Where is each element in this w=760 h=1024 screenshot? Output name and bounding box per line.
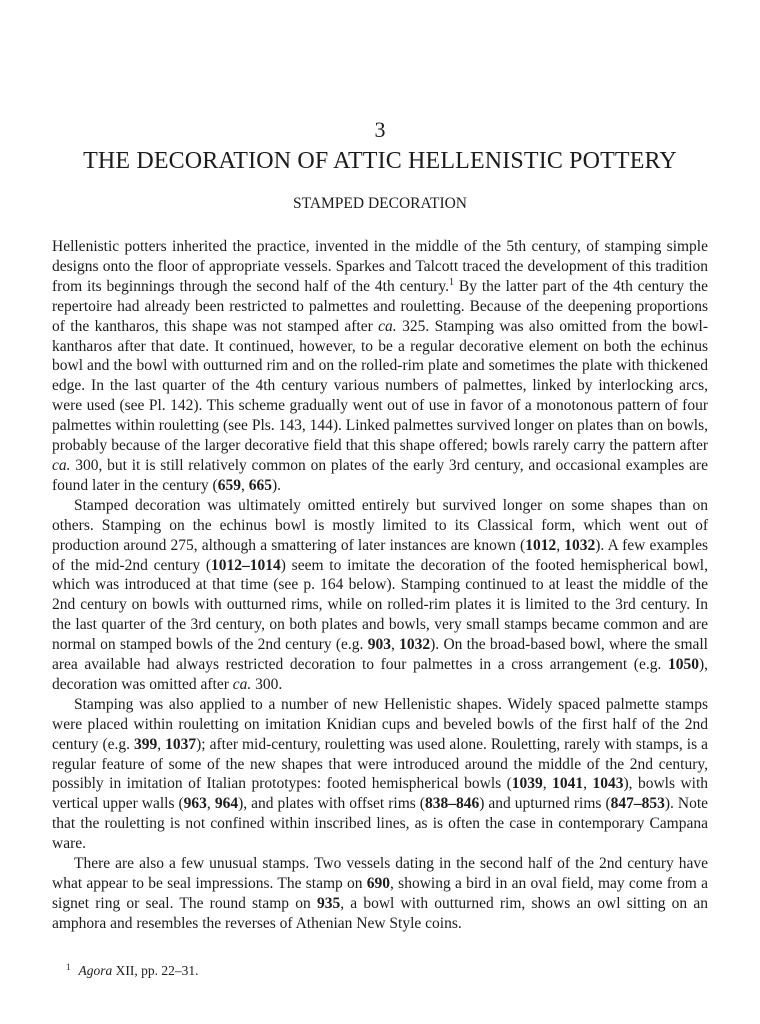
body-text [52, 237, 708, 934]
chapter-number: 3 [374, 117, 386, 142]
section-heading: STAMPED DECORATION [292, 195, 467, 212]
text-run: , [390, 636, 400, 654]
italic-text: ca. [52, 456, 71, 474]
text-run: There are also a few unusual stamps. Two vessels dating in the second half of the 2nd century have what appear to be seal impressions. The stamp on [52, 855, 708, 892]
text-run: Hellenistic potters inherited the practice, invented in the middle of the 5th century, of stamping simple designs onto the floor of appropriate vessels. Sparkes and Talcott traced the development of this tradition from its beginnings through the second half of the 4th century. [52, 238, 708, 295]
catalogue-number: 1050 [667, 656, 699, 674]
text-run: ). On the broad-based bowl, where the small area available had always restricted decoration to four palmettes in a cross arrangement (e.g. [52, 636, 708, 674]
text-run: ), bowls with vertical upper walls ( [52, 775, 709, 813]
footnote-reference: 1 [448, 276, 454, 288]
catalogue-number: 963 [183, 795, 207, 813]
catalogue-number: 1032 [399, 636, 431, 654]
footnote [66, 962, 706, 980]
text-run: 300. [251, 675, 283, 693]
text-run: , [583, 775, 593, 793]
footnote-mark: 1 [66, 961, 71, 972]
footnote-source: Agora [78, 963, 113, 978]
text-run: By the latter part of the 4th century the repertoire had already been restricted to palmettes and rouletting. Because of the deepening proportions of the kantharos, this shape was not stamped after [52, 277, 709, 335]
text-run: , showing a bird in an oval field, may come from a signet ring or seal. The round stamp on [52, 875, 708, 912]
footnote-text: XII, pp. 22–31. [112, 963, 199, 978]
paragraph [52, 237, 708, 496]
text-run: Stamping was also applied to a number of new Hellenistic shapes. Widely spaced palmette stamps were placed within rouletting on imitation Knidian cups and beveled bowls of the first half of the 2nd century (e.g. [52, 695, 708, 753]
text-run: 300, but it is still relatively common on plates of the early 3rd century, and occasional examples are found later in the century ( [52, 456, 708, 494]
catalogue-number: 903 [367, 636, 391, 654]
catalogue-number: 1032 [564, 536, 596, 554]
catalogue-number: 1041 [552, 775, 584, 793]
text-run: ). A few examples of the mid-2nd century ( [52, 536, 709, 574]
text-run: ); after mid-century, rouletting was used alone. Rouletting, rarely with stamps, is a regular feature of some of the new shapes that were introduced around the middle of the 2nd century, possibly in imitation of Italian prototypes: footed hemispherical bowls ( [52, 735, 708, 793]
catalogue-number: 964 [214, 795, 239, 813]
text-run: , [206, 795, 215, 813]
italic-text: ca. [232, 675, 252, 693]
text-run: , [542, 775, 553, 793]
text-run: ) seem to imitate the decoration of the footed hemispherical bowl, which was introduced at that time (see p. 164 below). Stamping continued to at least the middle of the 2nd century on bowls with outturned rims, while on rolled-rim plates it is limited to the 3rd century. In the last quarter of the 3rd century, on both plates and bowls, very small stamps became common and are normal on stamped bowls of the 2nd century (e.g. [52, 556, 708, 654]
catalogue-number: 838–846 [424, 795, 480, 813]
catalogue-number: 690 [366, 875, 391, 892]
paragraph [52, 854, 708, 934]
paragraph [52, 695, 708, 854]
text-run: , a bowl with outturned rim, shows an owl sitting on an amphora and resembles the reverses of Athenian New Style coins. [52, 894, 708, 932]
catalogue-number: 399 [134, 735, 158, 753]
catalogue-number: 1043 [592, 775, 624, 793]
text-run: , [556, 536, 565, 554]
catalogue-number: 935 [316, 894, 341, 912]
catalogue-number: 1012–1014 [211, 556, 281, 574]
text-run: Stamped decoration was ultimately omitted entirely but survived longer on some shapes than on others. Stamping on the echinus bowl is mostly limited to its Classical form, which went out of production around 275, although a smattering of later instances are known ( [52, 496, 708, 554]
catalogue-number: 665 [248, 476, 272, 494]
italic-text: ca. [378, 317, 397, 335]
text-run: ). Note that the rouletting is not confined within inscribed lines, as is often the case in contemporary Campana ware. [52, 795, 709, 853]
text-run: ), decoration was omitted after [52, 656, 708, 693]
text-run: , [157, 735, 166, 753]
catalogue-number: 1012 [525, 536, 557, 554]
chapter-title: THE DECORATION OF ATTIC HELLENISTIC POTTERY [83, 148, 677, 174]
text-run: ) and upturned rims ( [479, 795, 611, 813]
text-run: ), and plates with offset rims ( [238, 795, 425, 813]
catalogue-number: 659 [217, 476, 241, 494]
catalogue-number: 1039 [511, 775, 543, 793]
text-run: 325. Stamping was also omitted from the bowl-kantharos after that date. It continued, however, to be a regular decorative element on both the echinus bowl and the bowl with outturned rim and on the rolled-rim plate and sometimes the plate with thickened edge. In the last quarter of the 4th century various numbers of palmettes, linked by interlocking arcs, were used (see Pl. 142). This scheme gradually went out of use in favor of a monotonous pattern of four palmettes within rouletting (see Pls. 143, 144). Linked palmettes survived longer on plates than on bowls, probably because of the larger decorative field that this shape offered; bowls rarely carry the pattern after [52, 317, 709, 455]
catalogue-number: 847–853 [610, 795, 665, 813]
catalogue-number: 1037 [165, 735, 197, 753]
text-run: ). [271, 476, 281, 494]
paragraph [52, 496, 708, 695]
text-run: , [240, 476, 249, 494]
